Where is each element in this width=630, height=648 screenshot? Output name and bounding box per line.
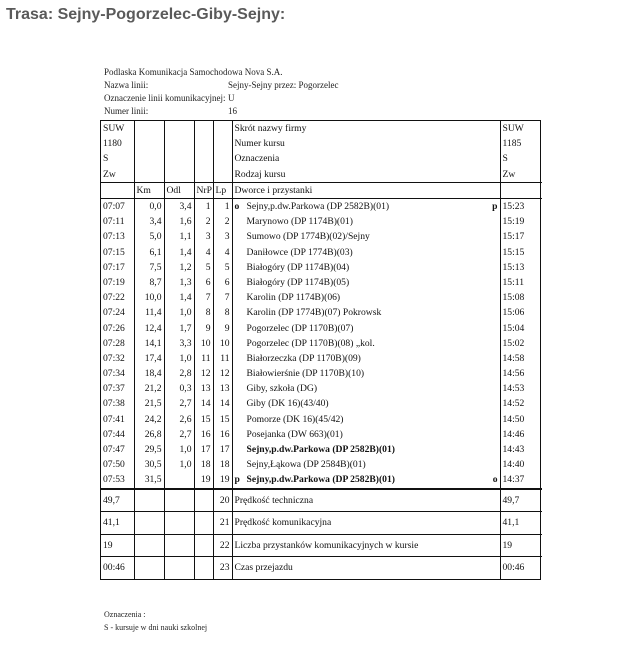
return-time: 15:15 [500, 245, 542, 260]
nrp-value: 16 [194, 427, 213, 442]
nrp-value: 3 [194, 229, 213, 244]
km-value: 21,5 [134, 396, 164, 411]
summary-left-value: 19 [101, 534, 134, 557]
stop-row [101, 351, 542, 366]
lp-value: 10 [213, 336, 232, 351]
header-row [101, 167, 542, 183]
nrp-value: 12 [194, 366, 213, 381]
stop-row [101, 442, 542, 457]
odl-value [164, 472, 194, 488]
nrp-value: 9 [194, 320, 213, 335]
km-value: 5,0 [134, 229, 164, 244]
line-metadata [104, 66, 338, 118]
stop-name: Posejanka (DW 663)(01) [246, 428, 343, 440]
return-time: 15:11 [500, 275, 542, 290]
km-value: 10,0 [134, 290, 164, 305]
km-value: 11,4 [134, 305, 164, 320]
return-time: 15:13 [500, 260, 542, 275]
summary-lp: 21 [213, 512, 232, 535]
km-value: 26,8 [134, 427, 164, 442]
stop-name: Marynowo (DP 1174B)(01) [246, 216, 353, 228]
return-time: 14:40 [500, 457, 542, 472]
header-row [101, 151, 542, 166]
notes-title: Oznaczenia : [104, 610, 146, 619]
nrp-value: 18 [194, 457, 213, 472]
header-left-cell: SUW [103, 123, 125, 135]
departure-time: 07:13 [103, 231, 125, 243]
stop-row [101, 472, 542, 488]
stop-cell [232, 366, 500, 381]
odl-value: 1,3 [164, 275, 194, 290]
stop-name: Sejny,Łąkowa (DP 2584B)(01) [246, 459, 366, 471]
return-time: 14:43 [500, 442, 542, 457]
lp-value: 17 [213, 442, 232, 457]
return-time: 15:17 [500, 229, 542, 244]
header-row [101, 121, 542, 136]
km-value: 21,2 [134, 381, 164, 396]
stop-cell [232, 457, 500, 472]
nrp-value: 13 [194, 381, 213, 396]
return-time: 14:58 [500, 351, 542, 366]
stop-row [101, 260, 542, 275]
odl-value: 2,7 [164, 427, 194, 442]
km-value: 0,0 [134, 198, 164, 214]
return-time: 15:04 [500, 320, 542, 335]
lp-value: 7 [213, 290, 232, 305]
return-time: 14:56 [500, 366, 542, 381]
nrp-value: 2 [194, 214, 213, 229]
summary-label: Liczba przystanków komunikacyjnych w kursie [232, 534, 500, 557]
stop-name: Pogorzelec (DP 1170B)(08) „kol. [246, 337, 375, 349]
odl-value: 1,7 [164, 320, 194, 335]
stop-cell [232, 198, 500, 214]
stop-row [101, 245, 542, 260]
lp-value: 18 [213, 457, 232, 472]
stop-row [101, 336, 542, 351]
stop-row [101, 366, 542, 381]
stop-name: Białorzeczka (DP 1170B)(09) [246, 352, 361, 364]
km-value: 12,4 [134, 320, 164, 335]
km-value: 3,4 [134, 214, 164, 229]
stop-cell [232, 229, 500, 244]
odl-value: 2,8 [164, 366, 194, 381]
lp-value: 1 [213, 198, 232, 214]
stop-name: Pogorzelec (DP 1170B)(07) [246, 322, 354, 334]
stop-name: Giby (DK 16)(43/40) [246, 398, 329, 410]
odl-value: 2,7 [164, 396, 194, 411]
summary-row [101, 489, 542, 512]
km-value: 24,2 [134, 412, 164, 427]
departure-time: 07:11 [103, 216, 125, 228]
km-value: 6,1 [134, 245, 164, 260]
km-value: 31,5 [134, 472, 164, 488]
stop-name: Sejny,p.dw.Parkowa (DP 2582B)(01) [246, 201, 390, 213]
column-header-row [101, 182, 542, 198]
line-code-label: Oznaczenie linii komunikacyjnej: [104, 93, 226, 103]
timetable [101, 121, 542, 579]
km-value: 30,5 [134, 457, 164, 472]
notes-line: S - kursuje w dni nauki szkolnej [104, 623, 208, 632]
summary-right-value: 00:46 [500, 557, 542, 579]
stop-cell [232, 442, 500, 457]
stop-row [101, 412, 542, 427]
lp-value: 11 [213, 351, 232, 366]
stop-cell [232, 472, 500, 488]
header-right-cell: SUW [500, 121, 542, 136]
departure-time: 07:37 [103, 383, 125, 395]
stop-cell [232, 351, 500, 366]
stop-name: Karolin (DP 1174B)(06) [246, 292, 341, 304]
odl-value: 1,0 [164, 442, 194, 457]
header-left-cell: S [103, 153, 109, 165]
stop-mark: o [234, 201, 240, 213]
stop-cell [232, 245, 500, 260]
summary-label: Prędkość techniczna [232, 489, 500, 512]
col-stops: Dworce i przystanki [232, 182, 500, 198]
departure-time: 07:44 [103, 428, 125, 440]
stop-name: Pomorze (DK 16)(45/42) [246, 413, 344, 425]
stop-cell [232, 214, 500, 229]
summary-label: Prędkość komunikacyjna [232, 512, 500, 535]
nrp-value: 11 [194, 351, 213, 366]
col-odl: Odl [164, 182, 194, 198]
odl-value: 2,6 [164, 412, 194, 427]
summary-left-value: 00:46 [101, 557, 134, 579]
summary-lp: 20 [213, 489, 232, 512]
stop-cell [232, 336, 500, 351]
lp-value: 13 [213, 381, 232, 396]
return-time: 14:52 [500, 396, 542, 411]
header-right-cell: Zw [500, 167, 542, 183]
stop-row [101, 214, 542, 229]
nrp-value: 17 [194, 442, 213, 457]
line-number-label: Numer linii: [104, 106, 149, 116]
km-value: 17,4 [134, 351, 164, 366]
header-mid-cell: Oznaczenia [232, 151, 500, 166]
stop-row [101, 305, 542, 320]
lp-value: 19 [213, 472, 232, 488]
line-name-value: Sejny-Sejny przez: Pogorzelec [228, 80, 339, 90]
stop-name: Giby, szkoła (DG) [246, 383, 318, 395]
header-right-cell: 1185 [500, 136, 542, 151]
lp-value: 14 [213, 396, 232, 411]
nrp-value: 15 [194, 412, 213, 427]
summary-right-value: 41,1 [500, 512, 542, 535]
stop-row [101, 427, 542, 442]
departure-time: 07:47 [103, 444, 125, 456]
col-nrp: NrP [194, 182, 213, 198]
stop-name: Białogóry (DP 1174B)(04) [246, 261, 350, 273]
summary-row [101, 557, 542, 579]
company-name: Podlaska Komunikacja Samochodowa Nova S.A. [104, 67, 283, 77]
header-mid-cell: Skrót nazwy firmy [232, 121, 500, 136]
stop-row [101, 290, 542, 305]
lp-value: 15 [213, 412, 232, 427]
stop-cell [232, 275, 500, 290]
stops-body [101, 198, 542, 488]
stop-name: Karolin (DP 1774B)(07) Pokrowsk [246, 307, 382, 319]
summary-lp: 23 [213, 557, 232, 579]
page-heading: Trasa: Sejny-Pogorzelec-Giby-Sejny: [6, 6, 286, 23]
nrp-value: 5 [194, 260, 213, 275]
departure-time: 07:32 [103, 352, 125, 364]
odl-value: 1,1 [164, 229, 194, 244]
header-row [101, 136, 542, 151]
lp-value: 16 [213, 427, 232, 442]
lp-value: 6 [213, 275, 232, 290]
line-name-label: Nazwa linii: [104, 80, 149, 90]
stop-cell [232, 260, 500, 275]
header-mid-cell: Rodzaj kursu [232, 167, 500, 183]
nrp-value: 8 [194, 305, 213, 320]
nrp-value: 7 [194, 290, 213, 305]
header-left-cell: Zw [103, 168, 116, 180]
stop-cell [232, 320, 500, 335]
odl-value: 1,4 [164, 245, 194, 260]
departure-time: 07:22 [103, 292, 125, 304]
departure-time: 07:17 [103, 261, 125, 273]
stop-row [101, 275, 542, 290]
summary-row [101, 534, 542, 557]
timetable-sheet [100, 120, 541, 580]
return-time: 15:19 [500, 214, 542, 229]
stop-name: Sejny,p.dw.Parkowa (DP 2582B)(01) [246, 444, 395, 456]
departure-time: 07:28 [103, 337, 125, 349]
nrp-value: 1 [194, 198, 213, 214]
header-left-cell: 1180 [103, 138, 122, 150]
line-code-value: U [228, 93, 235, 103]
return-time: 15:02 [500, 336, 542, 351]
km-value: 18,4 [134, 366, 164, 381]
stop-end-mark: o [492, 474, 498, 486]
stop-cell [232, 290, 500, 305]
departure-time: 07:53 [103, 474, 125, 486]
departure-time: 07:07 [103, 201, 125, 213]
summary-label: Czas przejazdu [232, 557, 500, 579]
return-time: 15:23 [500, 198, 542, 214]
nrp-value: 10 [194, 336, 213, 351]
stop-cell [232, 427, 500, 442]
odl-value: 1,6 [164, 214, 194, 229]
lp-value: 12 [213, 366, 232, 381]
col-km: Km [134, 182, 164, 198]
return-time: 14:53 [500, 381, 542, 396]
col-lp: Lp [213, 182, 232, 198]
stop-cell [232, 381, 500, 396]
departure-time: 07:19 [103, 276, 125, 288]
stop-name: Sumowo (DP 1774B)(02)/Sejny [246, 231, 370, 243]
departure-time: 07:34 [103, 368, 125, 380]
km-value: 29,5 [134, 442, 164, 457]
stop-row [101, 198, 542, 214]
stop-name: Sejny,p.dw.Parkowa (DP 2582B)(01) [246, 474, 395, 486]
summary-right-value: 49,7 [500, 489, 542, 512]
departure-time: 07:50 [103, 459, 125, 471]
odl-value: 0,3 [164, 381, 194, 396]
stop-mark: p [234, 474, 240, 486]
lp-value: 3 [213, 229, 232, 244]
odl-value: 3,3 [164, 336, 194, 351]
km-value: 8,7 [134, 275, 164, 290]
stop-row [101, 320, 542, 335]
summary-body [101, 489, 542, 579]
stop-row [101, 396, 542, 411]
summary-row [101, 512, 542, 535]
odl-value: 1,0 [164, 305, 194, 320]
return-time: 14:46 [500, 427, 542, 442]
stop-cell [232, 305, 500, 320]
km-value: 14,1 [134, 336, 164, 351]
stop-cell [232, 396, 500, 411]
stop-row [101, 229, 542, 244]
summary-lp: 22 [213, 534, 232, 557]
return-time: 15:06 [500, 305, 542, 320]
odl-value: 1,4 [164, 290, 194, 305]
lp-value: 5 [213, 260, 232, 275]
departure-time: 07:24 [103, 307, 125, 319]
stop-end-mark: p [492, 201, 498, 213]
stop-row [101, 381, 542, 396]
header-right-cell: S [500, 151, 542, 166]
nrp-value: 4 [194, 245, 213, 260]
summary-left-value: 41,1 [101, 512, 134, 535]
lp-value: 2 [213, 214, 232, 229]
return-time: 15:08 [500, 290, 542, 305]
odl-value: 1,2 [164, 260, 194, 275]
departure-time: 07:26 [103, 322, 125, 334]
km-value: 7,5 [134, 260, 164, 275]
stop-name: Daniłowce (DP 1774B)(03) [246, 246, 353, 258]
departure-time: 07:41 [103, 413, 125, 425]
header-mid-cell: Numer kursu [232, 136, 500, 151]
odl-value: 1,0 [164, 351, 194, 366]
odl-value: 1,0 [164, 457, 194, 472]
departure-time: 07:38 [103, 398, 125, 410]
stop-cell [232, 412, 500, 427]
nrp-value: 6 [194, 275, 213, 290]
nrp-value: 14 [194, 396, 213, 411]
line-number-value: 16 [228, 106, 237, 116]
stop-row [101, 457, 542, 472]
return-time: 14:50 [500, 412, 542, 427]
departure-time: 07:15 [103, 246, 125, 258]
summary-right-value: 19 [500, 534, 542, 557]
stop-name: Białowierśnie (DP 1170B)(10) [246, 368, 365, 380]
legend-notes [104, 608, 207, 634]
stop-name: Białogóry (DP 1174B)(05) [246, 276, 350, 288]
lp-value: 4 [213, 245, 232, 260]
return-time: 14:37 [500, 472, 542, 488]
lp-value: 8 [213, 305, 232, 320]
odl-value: 3,4 [164, 198, 194, 214]
nrp-value: 19 [194, 472, 213, 488]
summary-left-value: 49,7 [101, 489, 134, 512]
lp-value: 9 [213, 320, 232, 335]
